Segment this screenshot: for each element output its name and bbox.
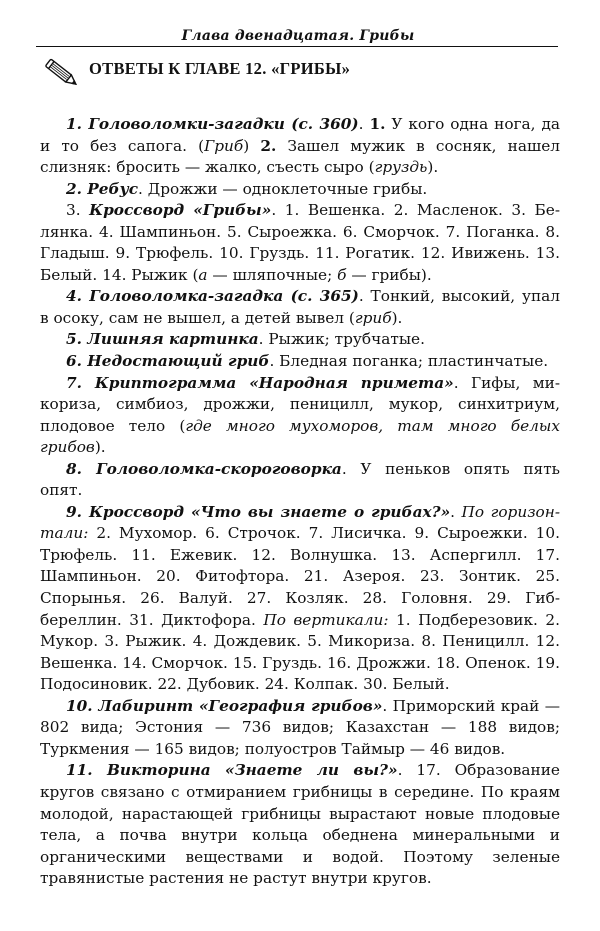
- answer-paragraph: [40, 373, 560, 459]
- running-head: Глава двенадцатая. Грибы: [181, 28, 415, 44]
- answer-text: . 1. Вешенка. 2. Масленок. 3. Белянка. 4. Шампиньон. 5. Сыроежка. 6. Сморчок. 7. Поганка. 8. Гладыш. 9. Трюфель. 10. Груздь. 11. Рогатик. 12. Ивижень. 13. Белый. 14. Рыжик (: [40, 201, 560, 284]
- answer-text: . Тонкий, высокий, упал в осоку, сам не вышел, а детей вывел (: [40, 287, 560, 327]
- answer-text: .: [358, 115, 370, 133]
- answer-paragraph: [40, 502, 560, 696]
- answer-paragraph: [40, 329, 560, 351]
- answer-text: а: [198, 265, 208, 284]
- answer-number: 11.: [66, 761, 107, 780]
- answer-title: Головоломки-загадки (с. 360): [88, 115, 359, 133]
- answer-text: ): [243, 136, 261, 155]
- answer-title: Головоломка-загадка (с. 365): [89, 287, 359, 306]
- answer-title: Ребус: [87, 179, 139, 198]
- answer-text: . Дрожжи — одноклеточные грибы.: [138, 179, 428, 198]
- answers-body: [40, 114, 560, 890]
- answer-text: Зашел мужик в сосняк, нашел слизняк: бросить — жалко, съесть сыро (: [40, 136, 560, 177]
- answer-text: б: [337, 265, 347, 284]
- answer-text: груздь: [374, 158, 428, 177]
- answer-number: 7.: [66, 373, 95, 392]
- answer-title: Кроссворд «Грибы»: [89, 201, 272, 220]
- answer-title: Криптограмма «Народная примета»: [94, 373, 454, 392]
- answer-text: 1. Подберезовик. 2. Мукор. 3. Рыжик. 4. Дождевик. 5. Микориза. 8. Пеницилл. 12. Вешенка. 14. Сморчок. 15. Груздь. 16. Дрожжи. 18. Опенок. 19. Подосиновик. 22. Дубовик. 24. Колпак. 30. Белый.: [40, 610, 560, 694]
- answer-paragraph: [40, 696, 560, 761]
- answer-text: . 17. Образование кругов связано с отмиранием грибницы в середине. По краям молодой, нарастающей грибницы вырастают новые плодовые тела, а почва внутри кольца обеднена минеральными и органическими веществами и водой. Поэтому зеленые травянистые растения не растут внутри кругов.: [40, 761, 560, 888]
- answer-text: ).: [427, 158, 439, 177]
- answer-text: .: [450, 502, 462, 521]
- answer-number: 8.: [66, 459, 97, 478]
- answer-text: где много мухоморов, там много белых грибов: [40, 416, 561, 457]
- answer-text: У кого одна нога, да и то без сапога. (: [40, 115, 560, 155]
- answer-text: . Бледная поганка; пластинчатые.: [269, 352, 549, 371]
- answer-text: — шляпочные;: [207, 265, 338, 284]
- answer-number: 10.: [66, 696, 99, 715]
- answer-text: 1.: [369, 115, 386, 133]
- answer-text: . У пеньков опять пять опят.: [40, 459, 560, 500]
- answer-text: ).: [391, 308, 403, 327]
- answer-text: . Рыжик; трубчатые.: [258, 330, 425, 349]
- answer-number: 2.: [66, 179, 88, 198]
- answer-paragraph: [40, 114, 560, 179]
- answer-text: 2. Мухомор. 6. Строчок. 7. Лисичка. 9. Сыроежки. 10. Трюфель. 11. Ежевик. 12. Волнушка. 13. Аспергилл. 17. Шампиньон. 20. Фитофтора. 21. Азероя. 23. Зонтик. 25. Спорынья. 26. Валуй. 27. Козляк. 28. Головня. 29. Гиббереллин. 31. Диктофора.: [40, 524, 560, 629]
- answer-number: 4.: [66, 287, 90, 306]
- answer-paragraph: [40, 351, 560, 373]
- answer-number: 5.: [66, 330, 88, 349]
- answer-text: . Приморский край — 802 вида; Эстония — 736 видов; Казахстан — 188 видов; Туркмения — 165 видов; полуостров Таймыр — 46 видов.: [40, 696, 560, 758]
- answer-text: . Гифы, микориза, симбиоз, дрожжи, пеницилл, мукор, синхитриум, плодовое тело (: [40, 373, 561, 435]
- answer-number: 6.: [66, 352, 88, 371]
- answer-paragraph: [40, 459, 560, 502]
- answer-number: 3.: [66, 201, 90, 220]
- answer-text: По горизонтали:: [40, 502, 561, 543]
- answer-text: По вертикали:: [263, 610, 389, 629]
- answer-text: ).: [94, 438, 106, 457]
- answer-paragraph: [40, 179, 560, 201]
- answer-text: гриб: [354, 308, 392, 327]
- chapter-title: ОТВЕТЫ К ГЛАВЕ 12. «ГРИБЫ»: [89, 59, 351, 78]
- answer-number: 9.: [66, 502, 89, 521]
- answer-title: Лабиринт «География грибов»: [98, 696, 383, 715]
- answer-text: Гриб: [204, 136, 244, 155]
- answer-title: Головоломка-скороговорка: [96, 459, 342, 478]
- answer-text: — грибы).: [346, 265, 432, 284]
- pencil-icon: [42, 56, 82, 92]
- answer-paragraph: [40, 760, 560, 889]
- answer-title: Недостающий гриб: [87, 352, 270, 371]
- answer-number: 1.: [66, 115, 89, 133]
- header-rule: [36, 46, 558, 47]
- answer-paragraph: [40, 286, 560, 329]
- answer-title: Лишняя картинка: [87, 330, 259, 349]
- answer-paragraph: [40, 200, 560, 286]
- answer-title: Кроссворд «Что вы знаете о грибах?»: [88, 502, 451, 521]
- answer-text: 2.: [260, 136, 277, 155]
- answer-title: Викторина «Знаете ли вы?»: [107, 761, 398, 780]
